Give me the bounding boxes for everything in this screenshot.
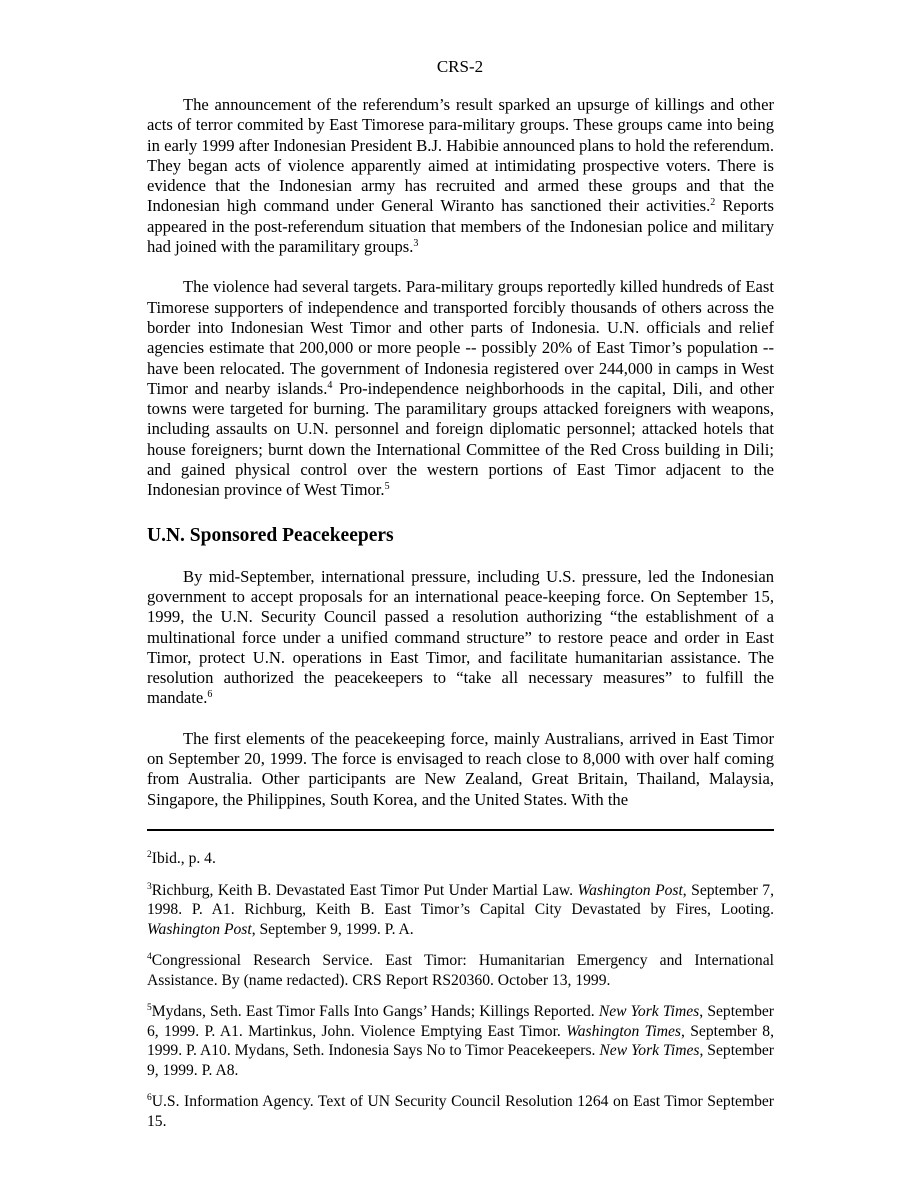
paragraph-referendum-violence — [147, 95, 774, 257]
footnotes — [147, 849, 774, 1143]
paragraph-international-pressure — [147, 567, 774, 709]
publication-name: Washington Post — [577, 881, 683, 899]
footnote-ref[interactable]: 6 — [207, 689, 213, 701]
footnote-text: , September 6, 1999. P. A1. Martinkus, John. Violence Emptying East Timor. — [147, 1003, 774, 1040]
footnote-text: Ibid., p. 4. — [151, 850, 216, 867]
footnote-2 — [147, 849, 774, 869]
body-text — [147, 95, 774, 830]
footnote-divider — [147, 829, 774, 831]
footnote-ref[interactable]: 5 — [384, 481, 390, 493]
footnote-number: 4 — [147, 952, 152, 962]
footnote-text: U.S. Information Agency. Text of UN Security Council Resolution 1264 on East Timor September 15. — [147, 1093, 774, 1130]
footnote-text: , September 8, 1999. P. A10. Mydans, Seth. Indonesia Says No to Timor Peacekeepers. — [147, 1022, 774, 1059]
footnote-number: 3 — [147, 881, 152, 892]
paragraph-text: Reports appeared in the post-referendum situation that members of the Indonesian police and military had joined with the paramilitary groups. — [147, 196, 774, 257]
paragraph-peacekeeping-force — [147, 729, 774, 810]
paragraph-text: The announcement of the referendum’s result sparked an upsurge of killings and other acts of terror commited by East Timorese para-military groups. These groups came into being in early 1999 after Indonesian President B.J. Habibie announced plans to hold the referendum. They began acts of violence apparently aimed at intimidating prospective voters. There is evidence that the Indonesian army has recruited and armed these groups and that the Indonesian high command under General Wiranto has sanctioned their activities. — [147, 95, 774, 216]
footnote-text: , September 9, 1999. P. A8. — [147, 1042, 774, 1079]
paragraph-text: Pro-independence neighborhoods in the capital, Dili, and other towns were targeted for burning. The paramilitary groups attacked foreigners with weapons, including assaults on U.N. personnel and foreign diplomatic personnel; attacked hotels that house foreigners; burnt down the International Committee of the Red Cross building in Dili; and gained physical control over the western portions of East Timor adjacent to the Indonesian province of West Timor. — [147, 378, 774, 500]
footnote-number: 6 — [147, 1093, 152, 1103]
footnote-ref[interactable]: 4 — [327, 379, 333, 391]
publication-name: Washington Times — [566, 1022, 682, 1040]
footnote-text: , September 9, 1999. P. A. — [251, 920, 414, 938]
publication-name: Washington Post — [147, 920, 252, 938]
paragraph-text: The first elements of the peacekeeping force, mainly Australians, arrived in East Timor on September 20, 1999. The force is envisaged to reach close to 8,000 with over half coming from Australia. Other participants are New Zealand, Great Britain, Thailand, Malaysia, Singapore, the Philippines, South Korea, and the United States. With the — [147, 728, 774, 809]
footnote-number: 5 — [147, 1003, 152, 1013]
paragraph-text: By mid-September, international pressure, including U.S. pressure, led the Indonesian government to accept proposals for an international peace-keeping force. On September 15, 1999, the U.N. Security Council passed a resolution authorizing “the establishment of a multinational force under a unified command structure” to restore peace and order in East Timor, protect U.N. operations in East Timor, and facilitate humanitarian assistance. The resolution authorized the peacekeepers to “take all necessary measures” to fulfill the mandate. — [147, 566, 774, 708]
paragraph-text: The violence had several targets. Para-military groups reportedly killed hundreds of East Timorese supporters of independence and transported forcibly thousands of others across the border into Indonesian West Timor and other parts of Indonesia. U.N. officials and relief agencies estimate that 200,000 or more people -- possibly 20% of East Timor’s population -- have been relocated. The government of Indonesia registered over 244,000 in camps in West Timor and nearby islands. — [147, 277, 774, 398]
footnote-6 — [147, 1092, 774, 1131]
section-heading: U.N. Sponsored Peacekeepers — [147, 524, 394, 546]
footnote-3 — [147, 881, 774, 940]
paragraph-violence-targets — [147, 277, 774, 500]
footnote-4 — [147, 951, 774, 990]
footnote-number: 2 — [147, 850, 152, 860]
footnote-text: Mydans, Seth. East Timor Falls Into Gangs’ Hands; Killings Reported. — [151, 1003, 599, 1020]
page-header: CRS-2 — [436, 57, 484, 76]
footnote-ref[interactable]: 3 — [413, 238, 419, 250]
footnote-text: , September 7, 1998. P. A1. Richburg, Keith B. East Timor’s Capital City Devastated by Fires, Looting. — [147, 881, 775, 918]
footnote-ref[interactable]: 2 — [710, 197, 716, 209]
publication-name: New York Times — [599, 1042, 700, 1059]
footnote-text: Congressional Research Service. East Timor: Humanitarian Emergency and International Assistance. By (name redacted). CRS Report RS20360. October 13, 1999. — [147, 952, 774, 989]
footnote-5 — [147, 1002, 774, 1080]
publication-name: New York Times — [598, 1003, 700, 1020]
footnote-text: Richburg, Keith B. Devastated East Timor Put Under Martial Law. — [151, 881, 578, 899]
